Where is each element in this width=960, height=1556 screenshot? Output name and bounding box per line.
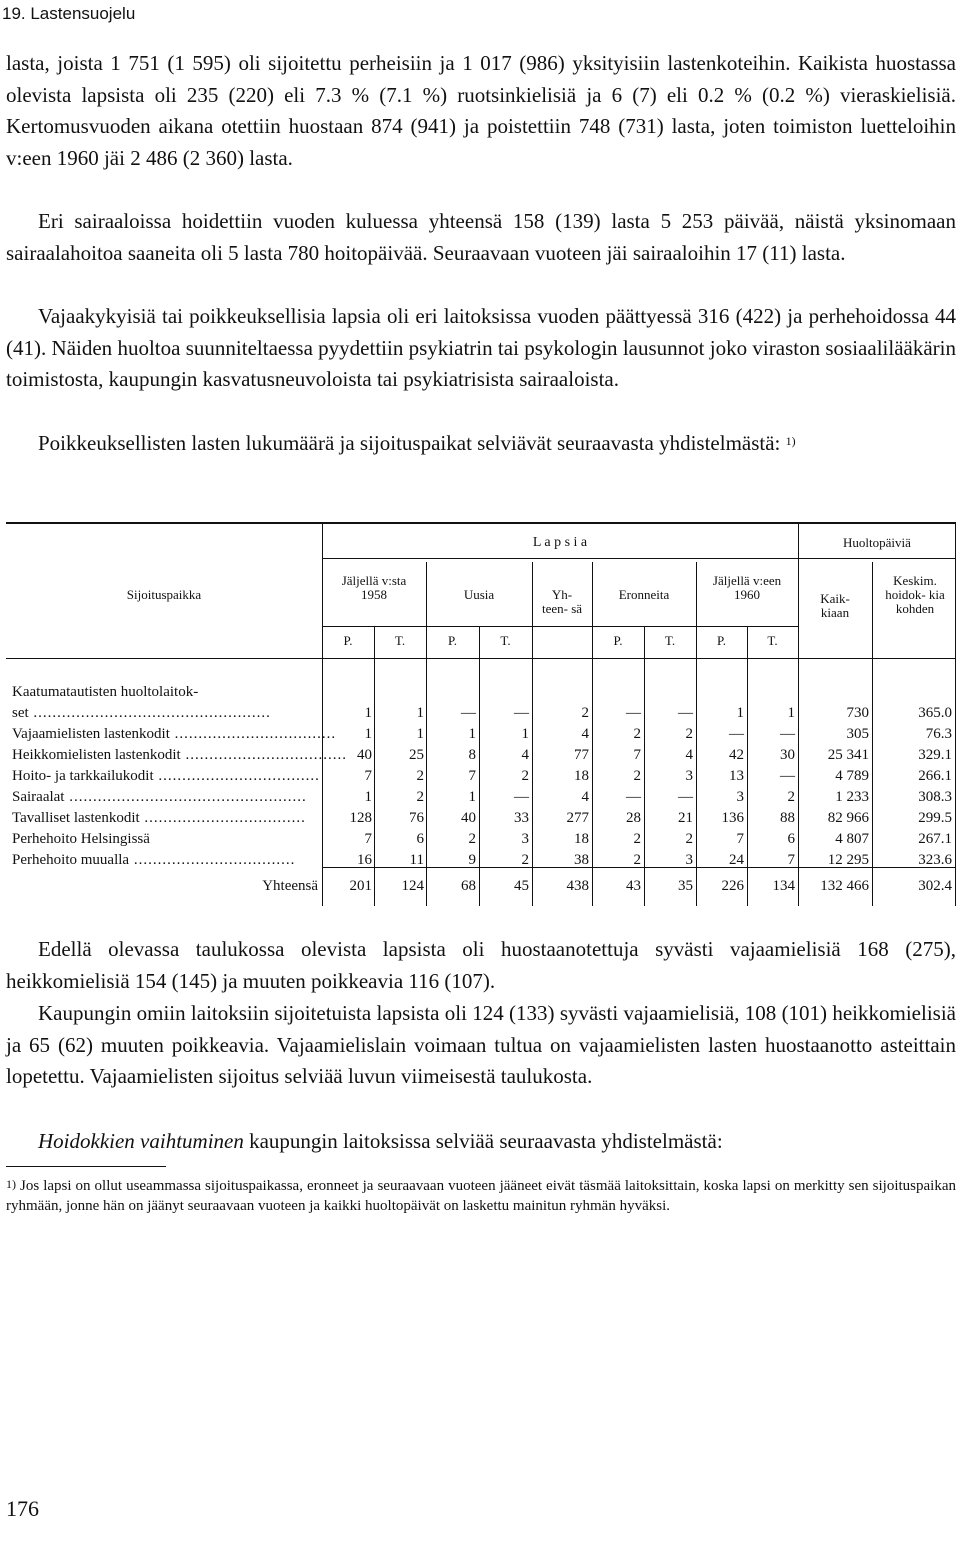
total-cell: 132 466 — [820, 878, 869, 894]
cell: 2 — [633, 831, 641, 847]
paragraph-7-italic: Hoidokkien vaihtuminen — [38, 1129, 244, 1153]
cell: 24 — [729, 852, 744, 868]
row-label: Kaatumatautisten huoltolaitok- — [12, 684, 199, 700]
paragraph-4 — [6, 428, 956, 460]
cell: 30 — [780, 747, 795, 763]
cell: 40 — [357, 747, 372, 763]
cell: — — [626, 789, 641, 805]
row-label — [12, 745, 347, 766]
cell: 1 — [364, 705, 372, 721]
cell: 7 — [633, 747, 641, 763]
cell: — — [780, 726, 795, 742]
subcol-rule — [374, 626, 375, 906]
footnote-mark: 1) — [6, 1177, 16, 1191]
cell: 4 807 — [835, 831, 869, 847]
subcol-rule — [644, 626, 645, 906]
cell: 76 — [409, 810, 424, 826]
total-cell: 124 — [401, 878, 424, 894]
page-number: 176 — [6, 1496, 39, 1521]
cell: 1 — [364, 789, 372, 805]
cell: 136 — [721, 810, 744, 826]
col-rule — [798, 522, 799, 906]
total-cell: 438 — [566, 878, 589, 894]
footnote-text: Jos lapsi on ollut useammassa sijoituspaikassa, eronneet ja seuraavaan vuoteen jääneet eivät täsmää laitoksittain, koska lapsi on merkitty sen sijoituspaikan ryhmään, jonne hän on jäänyt seuraavaan vuoteen ja kaikki huoltopäivät on laskettu mainitun ryhmän hyväksi. — [6, 1178, 956, 1214]
col-rule — [532, 562, 533, 906]
cell: 3 — [685, 852, 693, 868]
col-rule — [592, 562, 593, 906]
row-label-text: Heikkomielisten lastenkodit — [12, 747, 181, 763]
cell: 2 — [787, 789, 795, 805]
cell: 277 — [566, 810, 589, 826]
cell: — — [461, 705, 476, 721]
total-cell: 201 — [349, 878, 372, 894]
header-yhteensa: Yh- teen- sä — [541, 587, 583, 616]
header-jaljella-1958: Jäljellä v:sta 1958 — [341, 573, 407, 602]
cell: 88 — [780, 810, 795, 826]
col-rule — [872, 562, 873, 906]
cell: 7 — [364, 831, 372, 847]
footnote-ref: 1) — [785, 434, 796, 448]
cell: 1 — [468, 726, 476, 742]
leader-dots: .................................. — [169, 726, 337, 742]
cell: 2 — [633, 852, 641, 868]
cell: 2 — [521, 768, 529, 784]
cell: 305 — [846, 726, 869, 742]
leader-dots: .................................................. — [28, 705, 271, 721]
leader-dots: .................................. — [139, 810, 306, 826]
total-cell: 302.4 — [918, 878, 952, 894]
cell: 1 — [416, 726, 424, 742]
cell: 308.3 — [918, 789, 952, 805]
total-cell: 35 — [678, 878, 693, 894]
header-rule — [322, 558, 956, 559]
row-label-text: Perhehoito muualla — [12, 852, 130, 868]
cell: 323.6 — [918, 852, 952, 868]
paragraph-7 — [6, 1126, 956, 1158]
cell: 128 — [349, 810, 372, 826]
placement-table — [6, 522, 956, 906]
col-rule — [696, 562, 697, 906]
cell: 2 — [521, 852, 529, 868]
cell: 11 — [409, 852, 424, 868]
cell: 7 — [364, 768, 372, 784]
row-label — [12, 724, 337, 745]
header-t: T. — [664, 633, 676, 648]
row-label-text: Hoito- ja tarkkailukodit — [12, 768, 154, 784]
cell: 76.3 — [925, 726, 952, 742]
col-rule — [955, 522, 956, 906]
row-label — [12, 766, 320, 787]
total-label: Yhteensä — [262, 878, 318, 894]
cell: 365.0 — [918, 705, 952, 721]
header-bottom-rule — [6, 658, 956, 659]
cell: 7 — [787, 852, 795, 868]
cell: 40 — [461, 810, 476, 826]
paragraph-2: Eri sairaaloissa hoidettiin vuoden kuluessa yhteensä 158 (139) lasta 5 253 päivää, näistä yksinomaan sairaalahoitoa saaneita oli 5 lasta 780 hoitopäivää. Seuraavaan vuoteen jäi sairaaloihin 17 (11) lasta. — [6, 209, 956, 265]
cell: 12 295 — [827, 852, 869, 868]
cell: — — [678, 705, 693, 721]
row-label-text: Perhehoito Helsingissä — [12, 831, 150, 847]
header-t: T. — [500, 633, 511, 648]
cell: 25 341 — [827, 747, 869, 763]
paragraph-3: Vajaakykyisiä tai poikkeuksellisia lapsia oli eri laitoksissa vuoden päättyessä 316 (422) ja perhehoidossa 44 (41). Näiden huoltoa suunniteltaessa pyydettiin psykiatrin tai psykologin lausunnot joko viraston sosiaalilääkärin toimistosta, kaupungin kasvatusneuvoloista tai psykiatrisista sairaaloista. — [6, 304, 956, 391]
table-top-rule — [6, 522, 956, 524]
row-label-text: Vajaamielisten lastenkodit — [12, 726, 170, 742]
total-cell: 43 — [626, 878, 641, 894]
cell: 266.1 — [918, 768, 952, 784]
cell: 1 — [364, 726, 372, 742]
cell: — — [780, 768, 795, 784]
cell: 730 — [846, 705, 869, 721]
leader-dots: .................................. — [153, 768, 320, 784]
col-rule — [426, 562, 427, 906]
cell: 7 — [736, 831, 744, 847]
subcol-rule — [479, 626, 480, 906]
header-huoltopaivia: Huoltopäiviä — [843, 535, 911, 550]
cell: 9 — [468, 852, 476, 868]
cell: 4 — [685, 747, 693, 763]
cell: 1 — [416, 705, 424, 721]
paragraph-1: lasta, joista 1 751 (1 595) oli sijoitettu perheisiin ja 1 017 (986) yksityisiin lastenkoteihin. Kaikista huostassa olevista lapsista oli 235 (220) eli 7.3 % (7.1 %) ruotsinkielisiä ja 6 (7) eli 0.2 % (0.2 %) vieraskielisiä. Kertomusvuoden aikana otettiin huostaan 874 (941) ja poistettiin 748 (731) lasta, joten toimiston luetteloihin v:een 1960 jäi 2 486 (2 360) lasta. — [6, 51, 956, 170]
col-rule — [322, 522, 323, 906]
row-label — [12, 808, 320, 829]
header-p: P. — [343, 633, 353, 648]
header-kaikkiaan: Kaik- kiaan — [820, 591, 850, 620]
cell: 2 — [633, 726, 641, 742]
row-label — [12, 829, 320, 850]
cell: 1 233 — [835, 789, 869, 805]
cell: 299.5 — [918, 810, 952, 826]
row-label-text: Sairaalat — [12, 789, 65, 805]
cell: 21 — [678, 810, 693, 826]
total-cell: 45 — [514, 878, 529, 894]
cell: 329.1 — [918, 747, 952, 763]
cell: 4 — [581, 789, 589, 805]
cell: 4 — [521, 747, 529, 763]
total-cell: 226 — [721, 878, 744, 894]
cell: — — [514, 789, 529, 805]
leader-dots: .................................................. — [64, 789, 307, 805]
cell: 16 — [357, 852, 372, 868]
cell: 33 — [514, 810, 529, 826]
cell: 18 — [574, 768, 589, 784]
cell: 1 — [468, 789, 476, 805]
cell: 3 — [521, 831, 529, 847]
cell: 2 — [416, 789, 424, 805]
cell: 4 789 — [835, 768, 869, 784]
total-cell: 134 — [772, 878, 795, 894]
cell: 2 — [416, 768, 424, 784]
cell: 7 — [468, 768, 476, 784]
cell: 2 — [685, 831, 693, 847]
paragraph-6: Kaupungin omiin laitoksiin sijoitetuista lapsista oli 124 (133) syvästi vajaamielisiä, 108 (101) heikkomielisiä ja 65 (62) muuten poikkeavia. Vajaamielislain voimaan tultua on vajaamielisten lasten huostaanotto asteittain lopetettu. Vajaamielisten sijoitus selviää luvun viimeisestä taulukosta. — [6, 1001, 956, 1088]
paragraph-4-text: Poikkeuksellisten lasten lukumäärä ja sijoituspaikat selviävät seuraavasta yhdistelmästä: — [38, 431, 781, 455]
header-p: P. — [613, 633, 623, 648]
cell: 82 966 — [827, 810, 869, 826]
row-label — [12, 703, 320, 724]
cell: 42 — [729, 747, 744, 763]
cell: 1 — [787, 705, 795, 721]
paragraph-5: Edellä olevassa taulukossa olevista lapsista oli huostaanotettuja syvästi vajaamielisiä 168 (275), heikkomielisiä 154 (145) ja muuten poikkeavia 116 (107). — [6, 937, 956, 993]
cell: — — [729, 726, 744, 742]
cell: 77 — [574, 747, 589, 763]
cell: 38 — [574, 852, 589, 868]
subcol-rule — [747, 626, 748, 906]
row-label — [12, 787, 320, 808]
header-lapsia: L a p s i a — [532, 535, 588, 550]
header-p: P. — [447, 633, 458, 648]
cell: 28 — [626, 810, 641, 826]
cell: 3 — [736, 789, 744, 805]
leader-dots: .................................. — [180, 747, 347, 763]
cell: — — [626, 705, 641, 721]
cell: 6 — [416, 831, 424, 847]
cell: 1 — [736, 705, 744, 721]
cell: 18 — [574, 831, 589, 847]
paragraph-7-text: kaupungin laitoksissa selviää seuraavasta yhdistelmästä: — [243, 1129, 723, 1153]
row-label-text: Tavalliset lastenkodit — [12, 810, 140, 826]
leader-dots: .................................. — [129, 852, 296, 868]
cell: — — [678, 789, 693, 805]
cell: 25 — [409, 747, 424, 763]
header-subrule — [322, 626, 798, 627]
header-t: T. — [767, 633, 778, 648]
row-label — [12, 850, 320, 871]
cell: 13 — [729, 768, 744, 784]
header-jaljella-1960: Jäljellä v:een 1960 — [712, 573, 782, 602]
header-p: P. — [716, 633, 727, 648]
footnote-rule — [6, 1166, 166, 1167]
cell: — — [514, 705, 529, 721]
header-uusia: Uusia — [463, 587, 495, 602]
cell: 2 — [581, 705, 589, 721]
row-label-text: set — [12, 705, 29, 721]
cell: 1 — [521, 726, 529, 742]
cell: 8 — [468, 747, 476, 763]
running-header: 19. Lastensuojelu — [2, 4, 136, 23]
header-t: T. — [394, 633, 406, 648]
header-keskim: Keskim. hoidok- kia kohden — [885, 573, 945, 616]
footnote — [6, 1176, 956, 1216]
cell: 6 — [787, 831, 795, 847]
cell: 3 — [685, 768, 693, 784]
total-cell: 68 — [461, 878, 476, 894]
header-eronneita: Eronneita — [618, 587, 670, 602]
header-place: Sijoituspaikka — [126, 587, 202, 602]
cell: 267.1 — [918, 831, 952, 847]
cell: 2 — [468, 831, 476, 847]
cell: 2 — [633, 768, 641, 784]
cell: 2 — [685, 726, 693, 742]
cell: 4 — [581, 726, 589, 742]
